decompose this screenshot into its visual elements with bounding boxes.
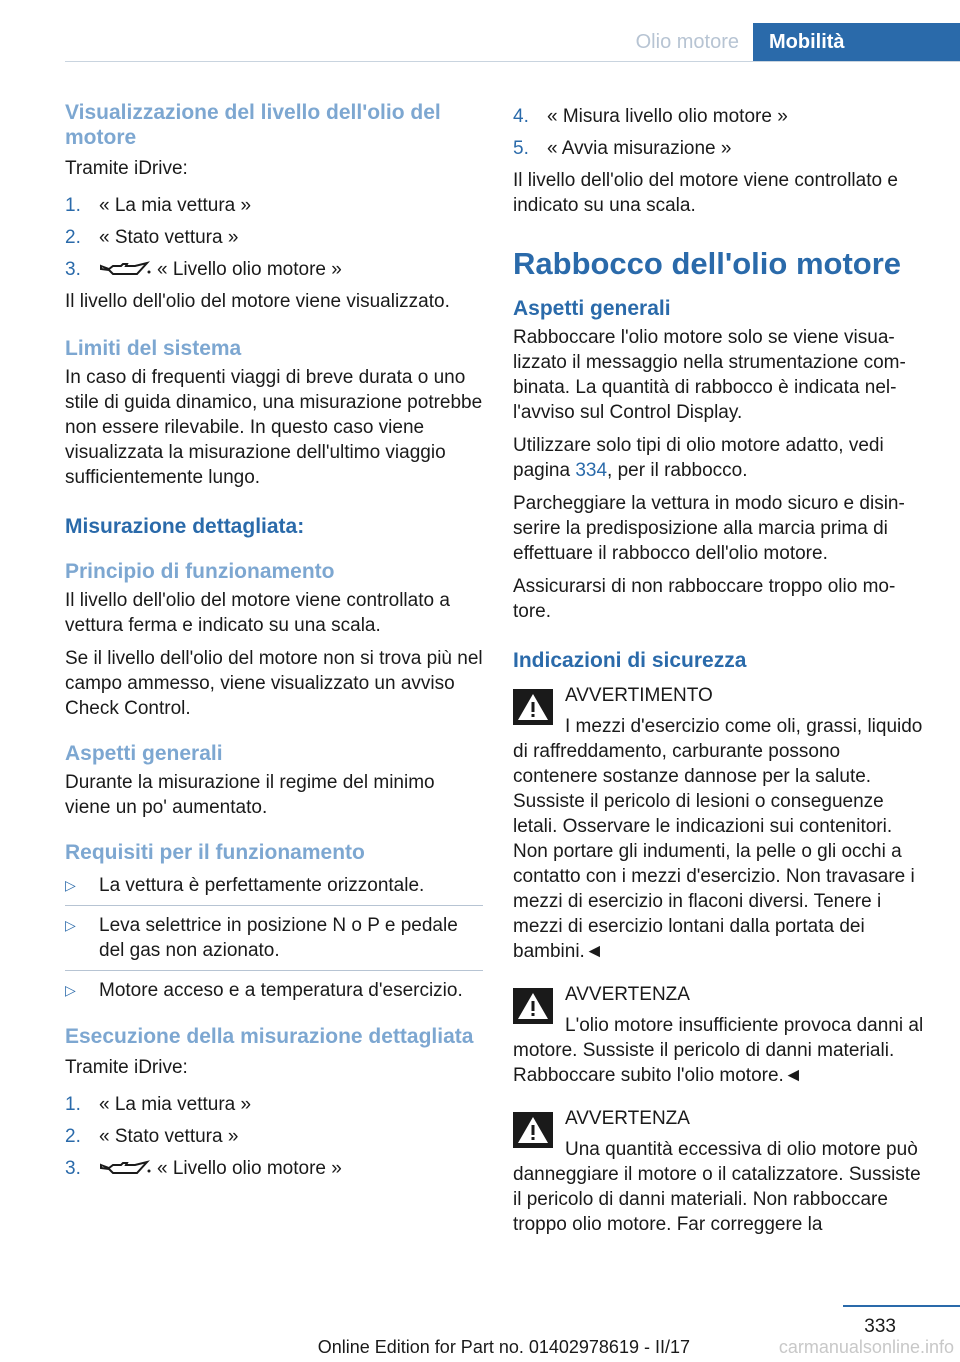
header-divider <box>65 61 960 62</box>
watermark: carmanualsonline.info <box>778 1337 954 1357</box>
list-item: 1. « La mia vettura » <box>65 1094 252 1115</box>
header-section-tab: Olio motore <box>635 31 739 53</box>
requirements-list <box>65 873 483 1010</box>
heading-topup: Rabbocco dell'olio motore <box>513 246 902 281</box>
list-item: 3. « Livello olio motore » <box>65 259 342 280</box>
list-item: ▷ Motore acceso e a temperatura d'esercizio. <box>65 980 463 1001</box>
notice-block <box>513 1106 925 1237</box>
list-item: 4. « Misura livello olio motore » <box>513 106 788 127</box>
notice-text: L'olio motore insufficiente provoca danni al motore. Sussiste il pericolo di danni materiali. Rabboccare subito l'olio motore.◄ <box>513 1015 924 1086</box>
list-item: ▷ La vettura è perfettamente orizzontale. <box>65 873 483 906</box>
heading-detailed-measurement: Misurazione dettagliata: <box>65 515 305 538</box>
list-item: ▷ Leva selettrice in posizione N o P e pedale del gas non azionato. <box>65 913 483 971</box>
page-number: 333 <box>864 1316 896 1337</box>
general-text-3: Parcheggiare la vettura in modo sicuro e disinserire la predisposizione alla marcia prima di effettuare il rabbocco dell'olio motore. <box>513 493 905 564</box>
warning-icon <box>513 988 553 1024</box>
via-idrive-text-2: Tramite iDrive: <box>65 1057 188 1078</box>
heading-safety: Indicazioni di sicurezza <box>513 649 747 672</box>
result-text: Il livello dell'olio del motore viene controllato e indicato su una scala. <box>513 170 898 216</box>
steps-list-1 <box>65 193 483 282</box>
general-text-2: Utilizzare solo tipi di olio motore adatto, vedi pagina 334, per il rabbocco. <box>513 435 884 481</box>
oil-can-icon <box>99 260 151 280</box>
heading-general-aspects-right: Aspetti generali <box>513 297 671 320</box>
notice-text: Una quantità eccessiva di olio motore può danneggiare il motore o il catalizzatore. Sussiste il pericolo di danni materiali. Non rabboccare troppo olio motore. Far correggere la <box>513 1139 921 1235</box>
heading-execution: Esecuzione della misurazione dettagliata <box>65 1025 474 1048</box>
list-item: 2. « Stato vettura » <box>65 227 239 248</box>
oil-can-icon <box>99 1159 151 1179</box>
general-text: Durante la misurazione il regime del minimo viene un po' aumentato. <box>65 772 435 818</box>
page-header <box>636 23 960 61</box>
warning-title: AVVERTIMENTO <box>565 685 713 706</box>
list-item: 3. « Livello olio motore » <box>65 1158 342 1179</box>
general-text-1: Rabboccare l'olio motore solo se viene visualizzato il messaggio nella strumentazione combinata. La quantità di rabbocco è indicata nell'avviso sul Control Display. <box>513 327 906 423</box>
left-column <box>65 100 483 1188</box>
warning-text: I mezzi d'esercizio come oli, grassi, liquido di raffreddamento, carburante possono contenere sostanze dannose per la salute. Sussiste il pericolo di lesioni o conseguenze letali. Osservare le indicazioni sui contenitori. Non portare gli indumenti, la pelle o gli occhi a contatto con i mezzi d'esercizio. Non travasare i mezzi di esercizio in flaconi diversi. Tenere i mezzi di esercizio lontani dalla portata dei bambini.◄ <box>513 716 923 962</box>
warning-icon <box>513 1112 553 1148</box>
heading-requirements: Requisiti per il funzionamento <box>65 841 365 864</box>
principle-text-1: Il livello dell'olio del motore viene controllato a vettura ferma e indicato su una scala. <box>65 590 450 636</box>
edition-text: Online Edition for Part no. 01402978619 - II/17 <box>317 1337 690 1357</box>
principle-text-2: Se il livello dell'olio del motore non si trova più nel campo ammesso, viene visualizzato un avviso Check Control. <box>65 648 483 719</box>
heading-general-aspects: Aspetti generali <box>65 742 223 765</box>
right-column <box>513 100 925 1237</box>
visual-note: Il livello dell'olio del motore viene visualizzato. <box>65 291 450 312</box>
via-idrive-text: Tramite iDrive: <box>65 158 188 179</box>
steps-list-continued <box>513 104 925 161</box>
steps-list-2 <box>65 1092 483 1181</box>
heading-system-limits: Limiti del sistema <box>65 337 242 360</box>
heading-visual-level: Visualizzazione del livello dell'olio del motore <box>65 101 441 149</box>
list-item: 1. « La mia vettura » <box>65 195 252 216</box>
notice-title: AVVERTENZA <box>565 984 690 1005</box>
page-link[interactable]: 334 <box>575 460 608 481</box>
heading-principle: Principio di funzionamento <box>65 560 335 583</box>
limits-text: In caso di frequenti viaggi di breve durata o uno stile di guida dinamico, una misurazione potrebbe non essere rilevabile. In questo caso viene visualizzata la misurazione dell'ultimo viaggio sufficientemente lungo. <box>65 367 483 488</box>
list-item: 2. « Stato vettura » <box>65 1126 239 1147</box>
warning-block <box>513 683 925 964</box>
header-chapter-tab: Mobilità <box>753 23 960 61</box>
warning-icon <box>513 689 553 725</box>
footer-divider <box>843 1305 960 1307</box>
list-item: 5. « Avvia misurazione » <box>513 138 732 159</box>
general-text-4: Assicurarsi di non rabboccare troppo olio motore. <box>513 576 896 622</box>
notice-title: AVVERTENZA <box>565 1108 690 1129</box>
notice-block <box>513 982 925 1088</box>
